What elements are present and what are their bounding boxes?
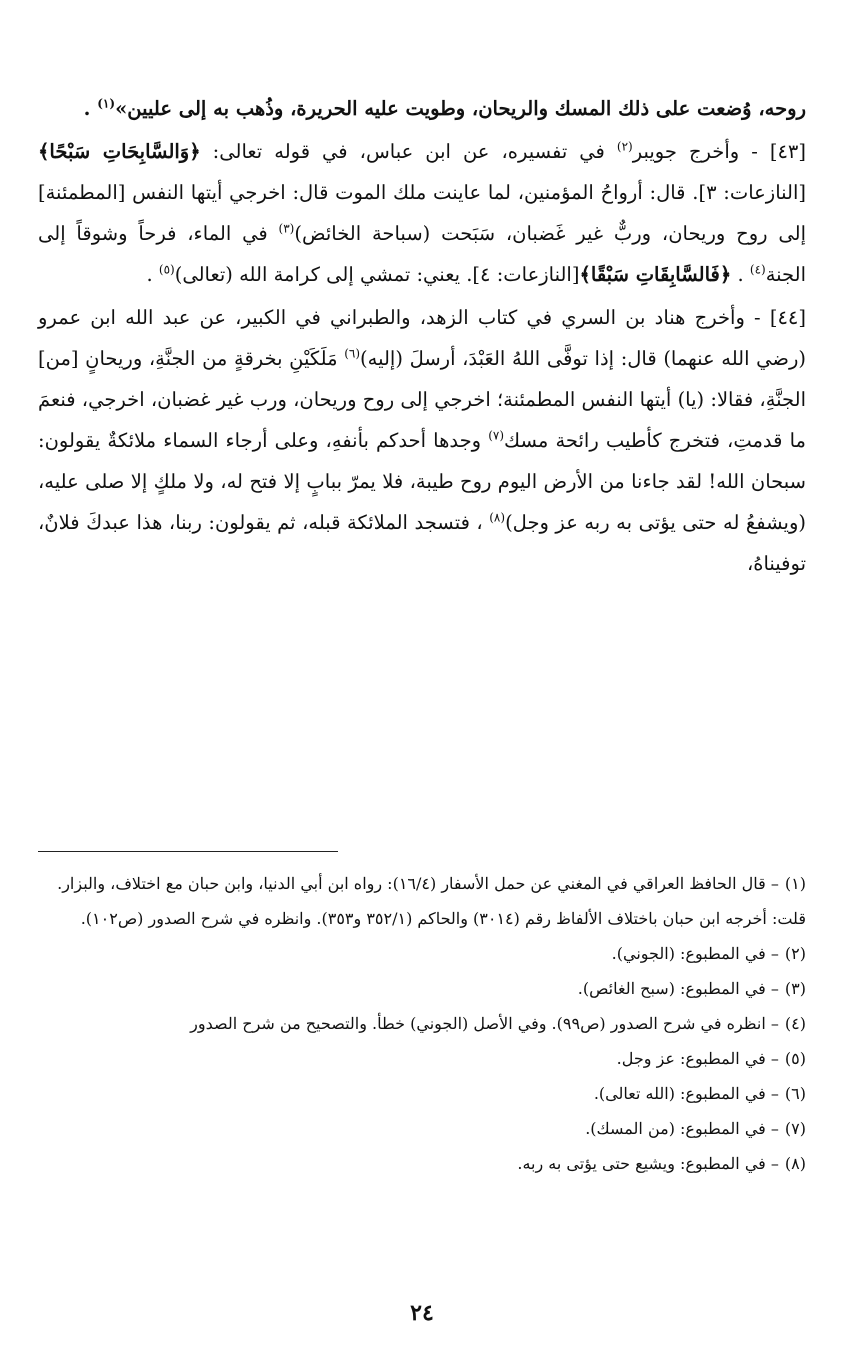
footnote-ref-2: (٢): [616, 139, 633, 154]
footnote-number: (٦): [784, 1084, 806, 1103]
paragraph-number-44: [٤٤]: [769, 306, 806, 329]
footnote-8: [38, 1146, 806, 1181]
footnote-ref-8: (٨): [489, 510, 506, 525]
footnote-number: (٢): [784, 944, 806, 963]
footnote-text: – في المطبوع: (سبح الغائص).: [577, 979, 779, 998]
footnote-text: – قال الحافظ العراقي في المغني عن حمل الأسفار (١٦/٤): رواه ابن أبي الدنيا، وابن حبان مع اختلاف، والبزار. قلت: أخرجه ابن حبان باختلاف الألفاظ رقم (٣٠١٤) والحاكم (٣٥٢/١ و٣٥٣). وانظره في شرح الصدور (ص١٠٢).: [57, 874, 806, 928]
quran-verse-1: ﴿وَالسَّابِحَاتِ سَبْحًا﴾: [38, 140, 201, 163]
paragraph-43-text-6: [النازعات: ٤]. يعني: تمشي إلى كرامة الله (تعالى): [174, 263, 580, 286]
paragraph-number-43: [٤٣]: [769, 140, 806, 163]
footnote-ref-4: (٤): [749, 262, 766, 277]
footnote-ref-3: (٣): [278, 221, 295, 236]
footnote-ref-1: (١): [97, 96, 116, 111]
footnote-7: [38, 1111, 806, 1146]
footnote-text: – في المطبوع: ويشيع حتى يؤتى به ربه.: [517, 1154, 779, 1173]
footnote-3: [38, 971, 806, 1006]
footnote-text: – في المطبوع: (الجوني).: [611, 944, 779, 963]
paragraph-43-text-2: في تفسيره، عن ابن عباس، في قوله تعالى:: [200, 140, 617, 163]
footnote-number: (٧): [784, 1119, 806, 1138]
footnote-6: [38, 1076, 806, 1111]
quran-verse-2: ﴿فَالسَّابِقَاتِ سَبْقًا﴾: [579, 263, 732, 286]
footnote-number: (١): [784, 874, 806, 893]
footnote-4: [38, 1006, 806, 1041]
footnote-text: – في المطبوع: عز وجل.: [616, 1049, 779, 1068]
paragraph-43-text-3: [النازعات: ٣]. قال: أرواحُ المؤمنين، لما عاينت ملك الموت قال: اخرجي أيتها النفس [المطمئنة] إلى روح وريحان، وربٌّ غير غَضبان، سَبَحت (سباحة الخائض): [38, 181, 806, 245]
paragraph-44-text-4: ، فتسجد الملائكة قبله، ثم يقولون: ربنا، هذا عبدكَ فلانٌ، توفيناهُ،: [38, 511, 806, 575]
book-page: [38, 0, 806, 1359]
footnote-number: (٨): [784, 1154, 806, 1173]
paragraph-43-text-7: .: [146, 263, 159, 286]
footnote-text: – انظره في شرح الصدور (ص٩٩). وفي الأصل (الجوني) خطأ. والتصحيح من شرح الصدور: [190, 1014, 779, 1033]
footnote-number: (٣): [784, 979, 806, 998]
footnote-divider: [38, 851, 338, 852]
paragraph-43-text-1: - وأخرج جويبر: [632, 140, 770, 163]
footnote-number: (٤): [784, 1014, 806, 1033]
footnote-number: (٥): [784, 1049, 806, 1068]
main-text: [38, 88, 806, 584]
paragraph-44: [38, 297, 806, 584]
footnote-ref-6: (٦): [344, 346, 361, 361]
footnotes: [38, 866, 806, 1181]
footnote-text: – في المطبوع: (الله تعالى).: [593, 1084, 779, 1103]
footnote-ref-5: (٥): [158, 262, 175, 277]
paragraph-43-text-5: .: [731, 263, 750, 286]
opening-text: روحه، وُضعت على ذلك المسك والريحان، وطويت عليه الحريرة، وذُهب به إلى عليين»: [115, 97, 806, 120]
footnote-ref-7: (٧): [488, 428, 505, 443]
footnote-text: – في المطبوع: (من المسك).: [585, 1119, 779, 1138]
paragraph-44-text-2: مَلَكَيْنِ بخرقةٍ من الجنَّةِ، وريحانٍ [من] الجنَّةِ، فقالا: (يا) أيتها النفس المطمئنة؛ اخرجي إلى روح وريحان، ورب غير غضبان، اخرجي، فنعمَ ما قدمتِ، فتخرج كأطيب رائحة مسك: [38, 347, 806, 452]
paragraph-43: [38, 131, 806, 295]
paragraph-43-text-4: في الماء، فرحاً وشوقاً إلى الجنة: [38, 222, 806, 286]
page-number: ٢٤: [410, 1300, 434, 1326]
paragraph-44-text-3: وجدها أحدكم بأنفهِ، وعلى أرجاء السماء ملائكةٌ يقولون: سبحان الله! لقد جاءنا من الأرض اليوم روح طيبة، فلا يمرّ ببابٍ إلا فتح له، ولا ملكٍ إلا صلى عليه، (ويشفعُ له حتى يؤتى به ربه عز وجل): [38, 429, 806, 534]
footnote-1: [38, 866, 806, 936]
paragraph-44-text-1: - وأخرج هناد بن السري في كتاب الزهد، والطبراني في الكبير، عن عبد الله ابن عمرو (رضي الله عنهما) قال: إذا توفَّى اللهُ العَبْدَ، أرسلَ (إليه): [38, 306, 807, 370]
footnote-2: [38, 936, 806, 971]
opening-paragraph: روحه، وُضعت على ذلك المسك والريحان، وطويت عليه الحريرة، وذُهب به إلى عليين»$^{(١)}$ .: [83, 96, 806, 120]
footnote-5: [38, 1041, 806, 1076]
